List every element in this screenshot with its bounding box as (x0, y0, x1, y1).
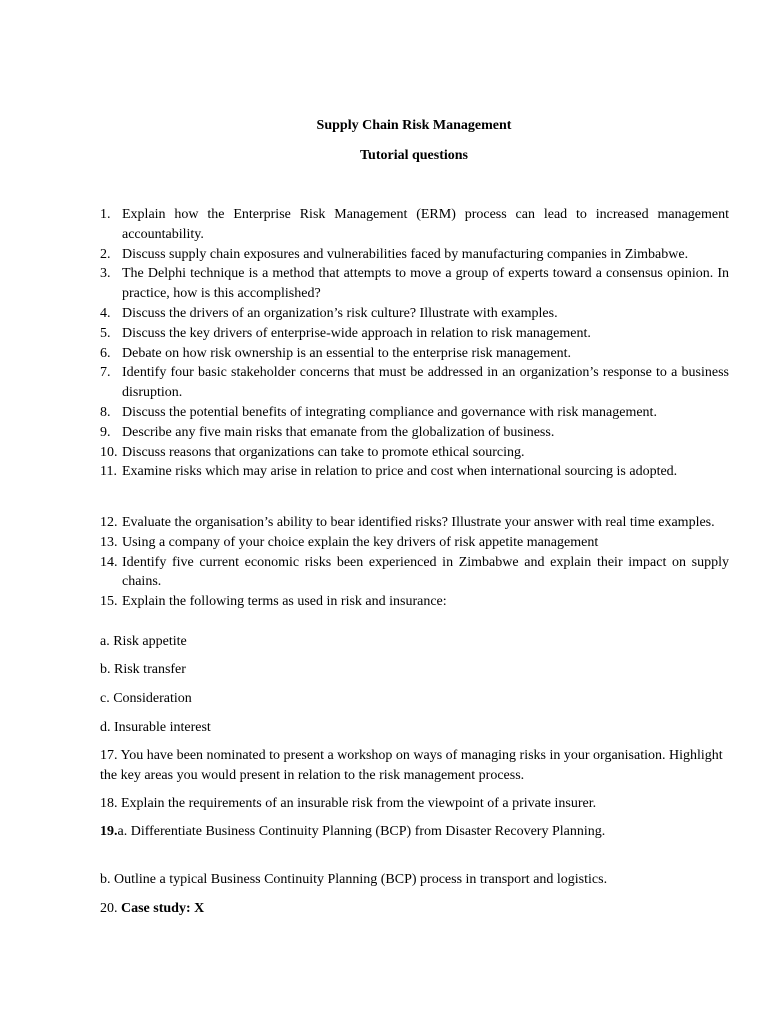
document-title: Supply Chain Risk Management (316, 118, 512, 133)
item-number: 2. (100, 246, 111, 262)
item-number: 3. (100, 266, 111, 282)
item-text: Explain how the Enterprise Risk Management (ERM) process can lead to increased management accountability. (122, 207, 729, 242)
list-item (100, 462, 729, 482)
item-number: 7. (100, 365, 111, 381)
item-number: 10. (100, 444, 118, 460)
list-item (100, 553, 729, 593)
item-text: Describe any five main risks that emanate from the globalization of business. (122, 424, 555, 440)
list-item (100, 443, 729, 463)
item-number: 15. (100, 594, 118, 610)
item-text: The Delphi technique is a method that attempts to move a group of experts toward a consensus opinion. In practice, how is this accomplished? (122, 266, 729, 302)
item-text: Using a company of your choice explain the key drivers of risk appetite management (122, 534, 599, 550)
document-subtitle: Tutorial questions (359, 148, 468, 163)
question-list-2 (100, 513, 729, 612)
question-20-number: 20. (100, 901, 121, 916)
item-text: Identify five current economic risks been experienced in Zimbabwe and explain their impact on supply chains. (122, 554, 729, 590)
item-number: 5. (100, 325, 111, 341)
question-19a-text: a. Differentiate Business Continuity Planning (BCP) from Disaster Recovery Planning. (117, 824, 606, 839)
list-item (100, 324, 729, 344)
item-text: Debate on how risk ownership is an essential to the enterprise risk management. (122, 345, 572, 361)
item-number: 9. (100, 424, 111, 440)
term-risk-appetite: a. Risk appetite (100, 634, 187, 649)
item-text: Explain the following terms as used in risk and insurance: (122, 594, 447, 610)
list-item (100, 245, 729, 265)
item-number: 13. (100, 534, 118, 550)
list-item (100, 403, 729, 423)
item-number: 4. (100, 305, 111, 321)
item-number: 6. (100, 345, 111, 361)
case-study-label: Case study: X (121, 901, 205, 916)
list-item (100, 264, 729, 304)
list-item (100, 533, 729, 553)
item-number: 11. (100, 464, 117, 480)
list-item (100, 513, 729, 533)
item-number: 14. (100, 554, 118, 570)
question-17: 17. You have been nominated to present a workshop on ways of managing risks in your organisation. Highlight the key areas you would present in relation to the risk management process. (100, 748, 723, 783)
item-number: 12. (100, 515, 118, 530)
question-19b: b. Outline a typical Business Continuity Planning (BCP) process in transport and logistics. (100, 872, 608, 887)
item-text: Identify four basic stakeholder concerns that must be addressed in an organization’s response to a business disruption. (122, 365, 729, 401)
list-item (100, 205, 729, 245)
list-item (100, 423, 729, 443)
question-19-number: 19. (100, 824, 118, 839)
list-item (100, 363, 729, 403)
list-item (100, 592, 729, 612)
list-item (100, 344, 729, 364)
list-item (100, 304, 729, 324)
question-19a (100, 822, 729, 842)
item-text: Discuss supply chain exposures and vulnerabilities faced by manufacturing companies in Zimbabwe. (122, 246, 689, 262)
item-text: Discuss the potential benefits of integrating compliance and governance with risk management. (122, 404, 657, 420)
question-20 (100, 899, 729, 919)
question-list-1 (100, 205, 729, 482)
term-insurable-interest: d. Insurable interest (100, 720, 211, 735)
item-number: 8. (100, 404, 111, 420)
question-18: 18. Explain the requirements of an insurable risk from the viewpoint of a private insurer. (100, 796, 597, 811)
term-consideration: c. Consideration (100, 691, 192, 706)
term-risk-transfer: b. Risk transfer (100, 662, 186, 677)
item-text: Discuss the drivers of an organization’s risk culture? Illustrate with examples. (122, 305, 558, 321)
item-number: 1. (100, 207, 111, 222)
item-text: Examine risks which may arise in relation to price and cost when international sourcing is adopted. (122, 464, 678, 480)
item-text: Discuss reasons that organizations can take to promote ethical sourcing. (122, 444, 525, 460)
item-text: Discuss the key drivers of enterprise-wide approach in relation to risk management. (122, 325, 591, 341)
item-text: Evaluate the organisation’s ability to bear identified risks? Illustrate your answer with real time examples. (122, 515, 715, 530)
